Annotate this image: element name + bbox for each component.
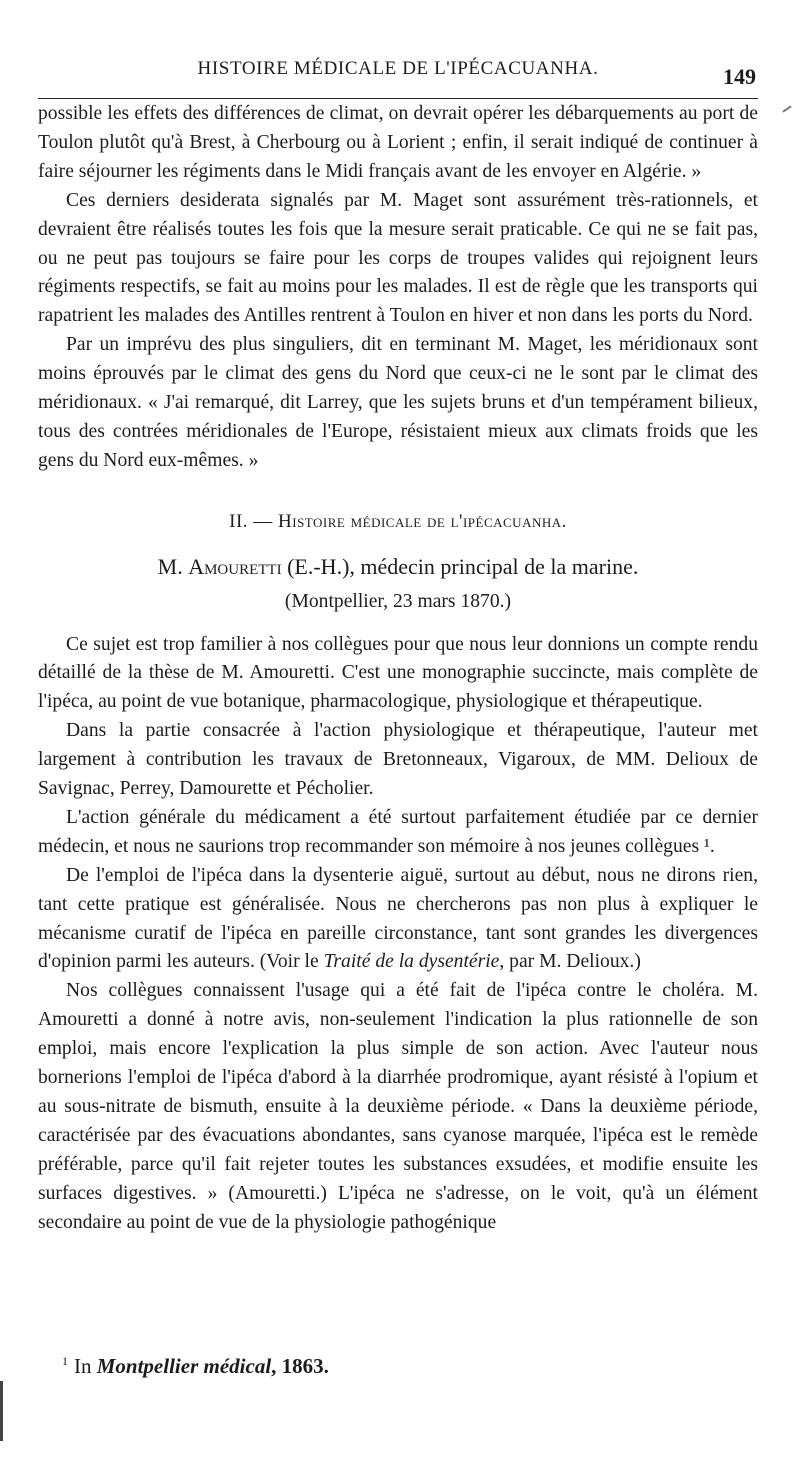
author-prefix: M. <box>157 553 189 579</box>
paragraph-text-end: , par M. Delioux.) <box>499 951 641 973</box>
author-line <box>38 553 758 582</box>
paragraph: Ces derniers desiderata signalés par M. Maget sont assurément très-rationnels, et devraient être réalisés toutes les fois que la mesure serait praticable. Ce qui ne se fait pas, ou ne peut pas toujours se faire pour les corps de troupes valides qui rejoignent leurs régiments respectifs, se fait au moins pour les malades. Il est de règle que les transports qui rapatrient les malades des Antilles rentrent à Toulon en hiver et non dans les ports du Nord. <box>38 189 758 327</box>
paragraph-text: De l'emploi de l'ipéca dans la dysenterie aiguë, surtout au début, nous ne dirons rien, tant cette pratique est généralisée. Nous ne chercherons pas non plus à expliquer le mécanisme curatif de l'ipéca en pareille circonstance, tant sont grandes les divergences d'opinion parmi les auteurs. (Voir le <box>38 864 758 973</box>
paragraph: L'action générale du médicament a été surtout parfaitement étudiée par ce dernier médecin, et nous ne saurions trop recommander son mémoire à nos jeunes collègues ¹. <box>38 806 758 857</box>
footnote-marker: 1 <box>62 1354 68 1368</box>
paragraph: Ce sujet est trop familier à nos collègues pour que nous leur donnions un compte rendu détaillé de la thèse de M. Amouretti. C'est une monographie succincte, mais complète de l'ipéca, au point de vue botanique, pharmacologique, physiologique et thérapeutique. <box>38 633 758 713</box>
footnote <box>62 1348 758 1379</box>
author-suffix: (E.-H.), médecin principal de la marine. <box>281 553 639 579</box>
running-header <box>38 58 758 99</box>
paragraph: Par un imprévu des plus singuliers, dit en terminant M. Maget, les méridionaux sont moins éprouvés par le climat des gens du Nord que ceux-ci ne le sont par le climat des méridionaux. « J'ai remarqué, dit Larrey, que les sujets bruns et d'un tempérament bilieux, tous des contrées méridionales de l'Europe, résistaient mieux aux climats froids que les gens du Nord eux-mêmes. » <box>38 334 758 471</box>
scan-tick-mark <box>782 105 791 112</box>
body-text <box>38 100 758 1238</box>
page-number: 149 <box>723 64 756 89</box>
running-title: HISTOIRE MÉDICALE DE L'IPÉCACUANHA. <box>197 58 599 79</box>
footnote-year: , 1863. <box>271 1354 329 1378</box>
section-heading: II. — Histoire médicale de l'ipécacuanha. <box>229 510 567 532</box>
paragraph: Dans la partie consacrée à l'action physiologique et thérapeutique, l'auteur met largement à contribution les travaux de Bretonneaux, Vigaroux, de MM. Delioux de Savignac, Perrey, Damourette et Pécholier. <box>38 720 758 800</box>
footnote-prefix: In <box>74 1354 97 1378</box>
paragraph: possible les effets des différences de climat, on devrait opérer les débarquements au port de Toulon plutôt qu'à Brest, à Cherbourg ou à Lorient ; enfin, il serait indiqué de continuer à faire séjourner les régiments dans le Midi français avant de les envoyer en Algérie. » <box>38 103 758 182</box>
paragraph <box>38 862 758 978</box>
italic-title: Traité de la dysentérie <box>323 951 500 973</box>
paragraph: Nos collègues connaissent l'usage qui a été fait de l'ipéca contre le choléra. M. Amouretti a donné à notre avis, non-seulement l'indication la plus rationnelle de son emploi, mais encore l'explication la plus simple de son action. Avec l'auteur nous bornerions l'emploi de l'ipéca d'abord à la diarrhée prodromique, ayant résisté à l'opium et au sous-nitrate de bismuth, ensuite à la deuxième période. « Dans la deuxième période, caractérisée par des évacuations abondantes, sans cyanose marquée, l'ipéca est le remède préférable, parce qu'il fait rejeter toutes les substances exsudées, et modifie ensuite les surfaces digestives. » (Amouretti.) L'ipéca ne s'adresse, on le voit, qu'à un élément secondaire au point de vue de la physiologie pathogénique <box>38 980 758 1233</box>
author-name: Amouretti <box>188 553 282 579</box>
scan-edge-mark <box>0 1381 3 1441</box>
place-date: (Montpellier, 23 mars 1870.) <box>284 590 512 612</box>
footnote-source: Montpellier médical <box>96 1354 272 1378</box>
